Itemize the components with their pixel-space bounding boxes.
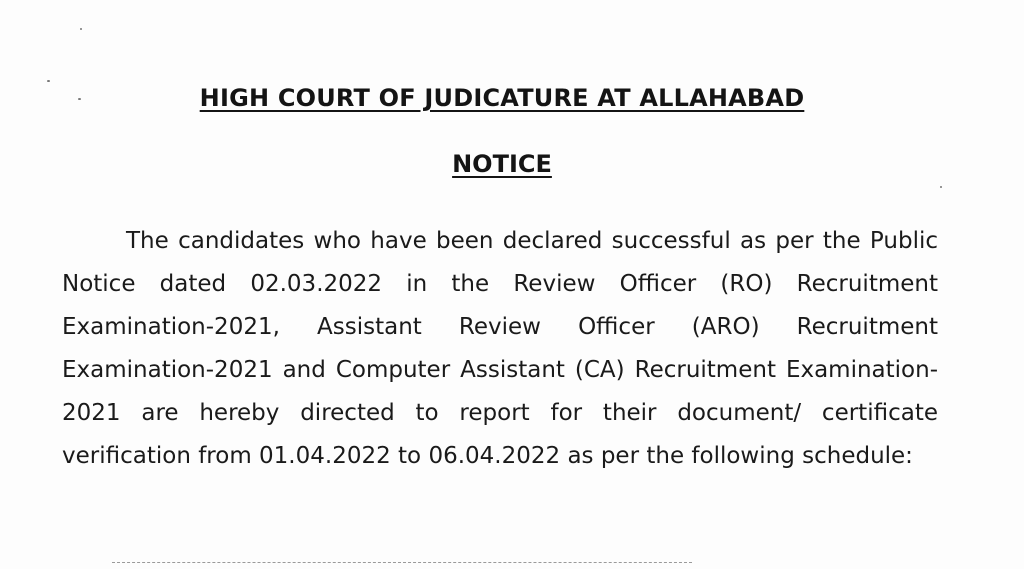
notice-heading: NOTICE <box>452 150 552 178</box>
notice-paragraph: The candidates who have been declared successful as per the Public Notice dated 02.03.2022 in the Review Officer (RO) Recruitment Examination-2021, Assistant Review Officer (ARO) Recruitment Examination-2021 and Computer Assistant (CA) Recruitment Examination-2021 are hereby directed to report for their document/ certificate verification from 01.04.2022 to 06.04.2022 as per the following schedule: <box>62 228 938 469</box>
bottom-divider <box>112 562 692 563</box>
page-title: HIGH COURT OF JUDICATURE AT ALLAHABAD <box>199 84 805 112</box>
scan-speck <box>47 80 50 82</box>
scan-speck <box>80 28 82 30</box>
scan-speck <box>940 186 942 188</box>
